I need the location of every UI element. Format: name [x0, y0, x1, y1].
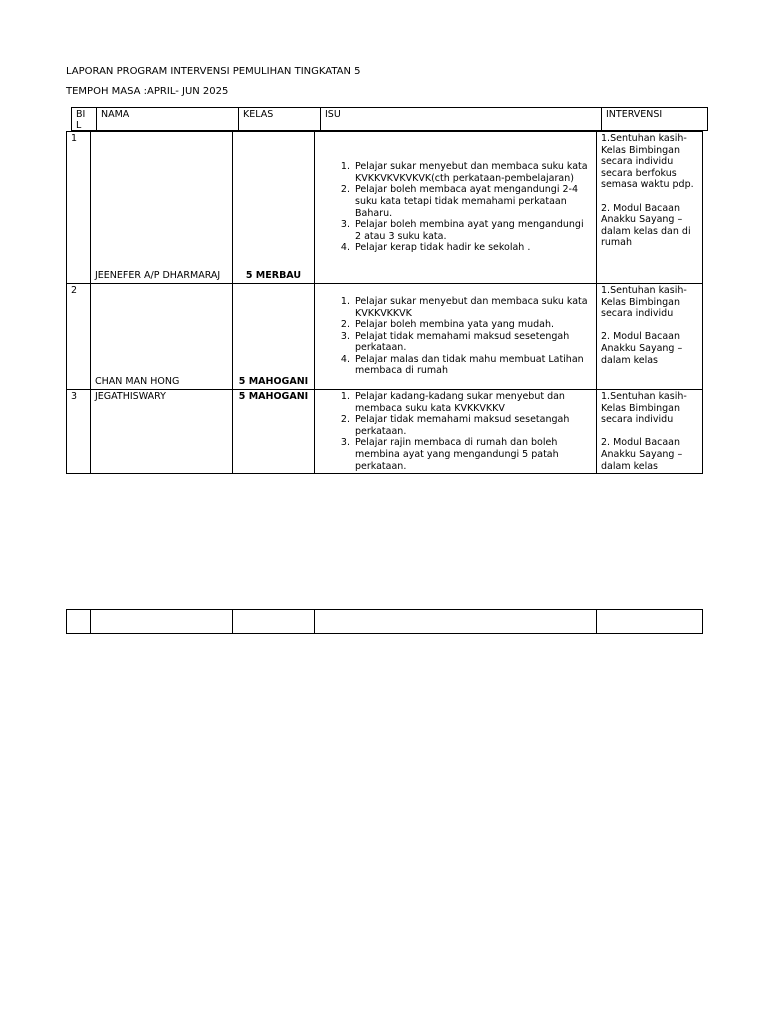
- row-isu: [315, 132, 597, 284]
- row-intervensi: [597, 132, 703, 284]
- isu-item: 3. Pelajat tidak memahami maksud sesetengah perkataan.: [353, 331, 592, 354]
- intervensi-text: 1.Sentuhan kasih-Kelas Bimbingan secara individu 2. Modul Bacaan Anakku Sayang – dalam kelas: [601, 285, 687, 366]
- report-title: LAPORAN PROGRAM INTERVENSI PEMULIHAN TINGKATAN 5: [66, 66, 361, 77]
- row-kelas: 5 MAHOGANI: [233, 284, 315, 390]
- table-row: [67, 132, 703, 284]
- row-kelas: 5 MERBAU: [233, 132, 315, 284]
- intervensi-text: 1.Sentuhan kasih-Kelas Bimbingan secara individu 2. Modul Bacaan Anakku Sayang – dalam kelas: [601, 391, 687, 472]
- row-nama: JEGATHISWARY: [91, 390, 233, 474]
- isu-item: 3. Pelajar rajin membaca di rumah dan boleh membina ayat yang mengandungi 5 patah perkataan.: [353, 437, 592, 472]
- isu-item: 1. Pelajar sukar menyebut dan membaca suku kata KVKKVKVKVKVK(cth perkataan-pembelajaran): [353, 161, 592, 184]
- isu-item: 1. Pelajar kadang-kadang sukar menyebut dan membaca suku kata KVKKVKKV: [353, 391, 592, 414]
- isu-item: 4. Pelajar malas dan tidak mahu membuat Latihan membaca di rumah: [353, 354, 592, 377]
- report-period: TEMPOH MASA :APRIL- JUN 2025: [66, 86, 229, 97]
- row-nama: JEENEFER A/P DHARMARAJ: [91, 132, 233, 284]
- isu-item: 3. Pelajar boleh membina ayat yang mengandungi 2 atau 3 suku kata.: [353, 219, 592, 242]
- empty-cell: [67, 610, 91, 634]
- isu-list: [319, 296, 592, 377]
- header-bil: BI L: [76, 109, 86, 131]
- header-isu: ISU: [325, 109, 341, 120]
- table-row: [67, 610, 703, 634]
- table-row: [67, 390, 703, 474]
- isu-item: 2. Pelajar tidak memahami maksud sesetangah perkataan.: [353, 414, 592, 437]
- empty-cell: [597, 610, 703, 634]
- student-table: [66, 131, 703, 474]
- empty-cell: [91, 610, 233, 634]
- isu-item: 1. Pelajar sukar menyebut dan membaca suku kata KVKKVKKVK: [353, 296, 592, 319]
- empty-cell: [233, 610, 315, 634]
- row-intervensi: [597, 390, 703, 474]
- row-bil: 1: [67, 132, 91, 284]
- empty-cell: [315, 610, 597, 634]
- empty-table-row: [66, 609, 703, 634]
- row-bil: 3: [67, 390, 91, 474]
- row-nama: CHAN MAN HONG: [91, 284, 233, 390]
- table-header: [71, 107, 708, 131]
- row-isu: [315, 284, 597, 390]
- row-kelas: 5 MAHOGANI: [233, 390, 315, 474]
- intervensi-text: 1.Sentuhan kasih-Kelas Bimbingan secara individu secara berfokus semasa waktu pdp. 2. Modul Bacaan Anakku Sayang – dalam kelas dan di rumah: [601, 133, 694, 249]
- row-isu: [315, 390, 597, 474]
- table-row: [67, 284, 703, 390]
- isu-list: [319, 161, 592, 254]
- header-kelas: KELAS: [243, 109, 274, 120]
- isu-list: [319, 391, 592, 472]
- isu-item: 4. Pelajar kerap tidak hadir ke sekolah .: [353, 242, 592, 254]
- header-nama: NAMA: [101, 109, 130, 120]
- row-bil: 2: [67, 284, 91, 390]
- isu-item: 2. Pelajar boleh membaca ayat mengandungi 2-4 suku kata tetapi tidak memahami perkataan Baharu.: [353, 184, 592, 219]
- isu-item: 2. Pelajar boleh membina yata yang mudah.: [353, 319, 592, 331]
- row-intervensi: [597, 284, 703, 390]
- header-intervensi: INTERVENSI: [606, 109, 663, 120]
